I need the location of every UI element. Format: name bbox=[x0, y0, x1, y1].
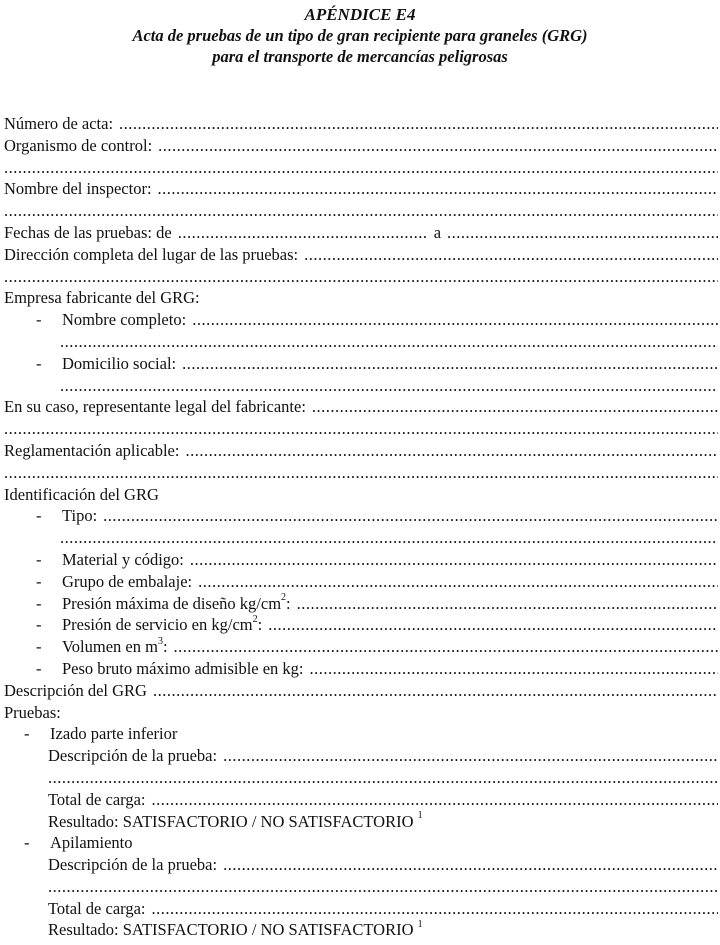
fill-line bbox=[174, 636, 718, 658]
field-material bbox=[4, 549, 718, 571]
fill-line bbox=[310, 658, 718, 680]
field-label: Fechas de las pruebas: de bbox=[4, 222, 172, 242]
test-name: Apilamiento bbox=[50, 833, 133, 853]
result-label: Resultado: SATISFACTORIO / NO SATISFACTORIO $^1$ bbox=[48, 810, 423, 831]
test-name: Izado parte inferior bbox=[50, 724, 178, 744]
field-label: Presión de servicio en $kg/cm^2$: bbox=[62, 613, 263, 635]
field-domicilio-cont bbox=[4, 375, 718, 397]
fill-line bbox=[119, 113, 718, 135]
appendix-subtitle-line1: Acta de pruebas de un tipo de gran recipiente para graneles (GRG) bbox=[132, 26, 588, 45]
field-label: Nombre del inspector: bbox=[4, 179, 152, 199]
list-dash: - bbox=[24, 833, 30, 853]
fill-line bbox=[152, 898, 719, 920]
field-direccion-cont bbox=[4, 266, 718, 288]
appendix-subtitle-line2: para el transporte de mercancías peligrosas bbox=[212, 47, 508, 66]
field-inspector-cont bbox=[4, 200, 718, 222]
fill-line bbox=[158, 178, 718, 200]
field-peso bbox=[4, 658, 718, 680]
field-inspector bbox=[4, 178, 718, 200]
result-label: Resultado: SATISFACTORIO / NO SATISFACTORIO $^1$ bbox=[48, 918, 423, 940]
field-presion-servicio bbox=[4, 614, 718, 636]
fill-line bbox=[60, 375, 718, 397]
section-identificacion bbox=[4, 484, 718, 506]
field-tipo-cont bbox=[4, 527, 718, 549]
document-header bbox=[0, 0, 720, 67]
list-dash: - bbox=[36, 571, 42, 591]
field-reglamentacion bbox=[4, 440, 718, 462]
field-label: Peso bruto máximo admisible en kg: bbox=[62, 658, 304, 678]
field-label: Grupo de embalaje: bbox=[62, 571, 193, 591]
field-label: Nombre completo: bbox=[62, 310, 187, 330]
fill-line bbox=[60, 331, 718, 353]
field-reglamentacion-cont bbox=[4, 462, 718, 484]
field-organismo bbox=[4, 135, 718, 157]
fill-line bbox=[4, 157, 718, 179]
field-label: Número de acta: bbox=[4, 114, 114, 133]
field-label: En su caso, representante legal del fabricante: bbox=[4, 397, 306, 417]
field-label: Presión máxima de diseño $kg/cm^2$: bbox=[62, 592, 291, 613]
section-label: Identificación del GRG bbox=[4, 484, 159, 504]
section-pruebas bbox=[4, 702, 718, 724]
fill-line bbox=[103, 505, 718, 527]
list-dash: - bbox=[36, 615, 42, 635]
list-dash: - bbox=[36, 506, 42, 526]
field-label: Material y código: bbox=[62, 549, 184, 569]
fill-line bbox=[153, 680, 718, 702]
field-apilamiento-descripcion-cont bbox=[4, 876, 718, 898]
fill-line bbox=[192, 309, 718, 331]
fill-line bbox=[48, 876, 718, 898]
field-apilamiento-resultado bbox=[4, 919, 718, 941]
fill-line bbox=[60, 527, 718, 549]
field-presion-maxima bbox=[4, 593, 718, 615]
section-empresa bbox=[4, 287, 718, 309]
field-label: Organismo de control: bbox=[4, 135, 153, 155]
field-label: Descripción de la prueba: bbox=[48, 855, 218, 875]
field-izado-descripcion bbox=[4, 745, 718, 767]
list-dash: - bbox=[36, 310, 42, 330]
fill-line bbox=[312, 396, 718, 418]
field-domicilio bbox=[4, 353, 718, 375]
fill-line bbox=[158, 135, 718, 157]
fill-line bbox=[198, 571, 718, 593]
field-label: Total de carga: bbox=[48, 898, 146, 918]
field-representante-cont bbox=[4, 418, 718, 440]
footnote-marker: 1 bbox=[417, 918, 423, 930]
field-izado-total-carga bbox=[4, 789, 718, 811]
field-fechas bbox=[4, 222, 718, 244]
section-label: Pruebas: bbox=[4, 702, 61, 722]
test-izado bbox=[4, 723, 718, 745]
list-dash: - bbox=[36, 593, 42, 613]
fill-line bbox=[304, 244, 718, 266]
fill-line bbox=[185, 440, 718, 462]
field-label: a bbox=[433, 222, 442, 242]
field-descripcion-grg bbox=[4, 680, 718, 702]
section-label: Empresa fabricante del GRG: bbox=[4, 288, 200, 308]
fill-line bbox=[297, 593, 718, 615]
list-dash: - bbox=[36, 353, 42, 373]
test-report-form bbox=[4, 113, 718, 941]
fill-line bbox=[182, 353, 718, 375]
fill-line bbox=[4, 462, 718, 484]
field-label: Volumen en $m^3$: bbox=[62, 635, 168, 657]
field-volumen bbox=[4, 636, 718, 658]
fill-line bbox=[4, 200, 718, 222]
field-apilamiento-total-carga bbox=[4, 898, 718, 920]
field-organismo-cont bbox=[4, 157, 718, 179]
fill-line bbox=[447, 222, 718, 244]
field-nombre-completo bbox=[4, 309, 718, 331]
list-dash: - bbox=[36, 637, 42, 657]
field-apilamiento-descripcion bbox=[4, 854, 718, 876]
field-label: Descripción de la prueba: bbox=[48, 746, 218, 766]
fill-line bbox=[190, 549, 718, 571]
field-representante bbox=[4, 396, 718, 418]
field-label: Descripción del GRG bbox=[4, 680, 147, 700]
fill-line bbox=[178, 222, 428, 244]
field-grupo bbox=[4, 571, 718, 593]
fill-line bbox=[48, 767, 718, 789]
fill-line bbox=[223, 745, 718, 767]
field-label: Domicilio social: bbox=[62, 353, 177, 373]
field-numero-acta bbox=[4, 113, 718, 135]
field-label: Reglamentación aplicable: bbox=[4, 440, 180, 460]
fill-line bbox=[4, 418, 718, 440]
field-label: Tipo: bbox=[62, 506, 98, 526]
field-izado-descripcion-cont bbox=[4, 767, 718, 789]
field-izado-resultado bbox=[4, 811, 718, 833]
list-dash: - bbox=[24, 724, 30, 744]
list-dash: - bbox=[36, 658, 42, 678]
field-nombre-completo-cont bbox=[4, 331, 718, 353]
appendix-title: APÉNDICE E4 bbox=[304, 5, 416, 24]
field-tipo bbox=[4, 505, 718, 527]
list-dash: - bbox=[36, 549, 42, 569]
footnote-marker: 1 bbox=[417, 810, 423, 821]
field-label: Dirección completa del lugar de las pruebas: bbox=[4, 244, 299, 264]
field-label: Total de carga: bbox=[48, 789, 146, 809]
fill-line bbox=[223, 854, 718, 876]
field-direccion bbox=[4, 244, 718, 266]
fill-line bbox=[268, 614, 718, 636]
fill-line bbox=[152, 789, 719, 811]
fill-line bbox=[4, 266, 718, 288]
test-apilamiento bbox=[4, 832, 718, 854]
